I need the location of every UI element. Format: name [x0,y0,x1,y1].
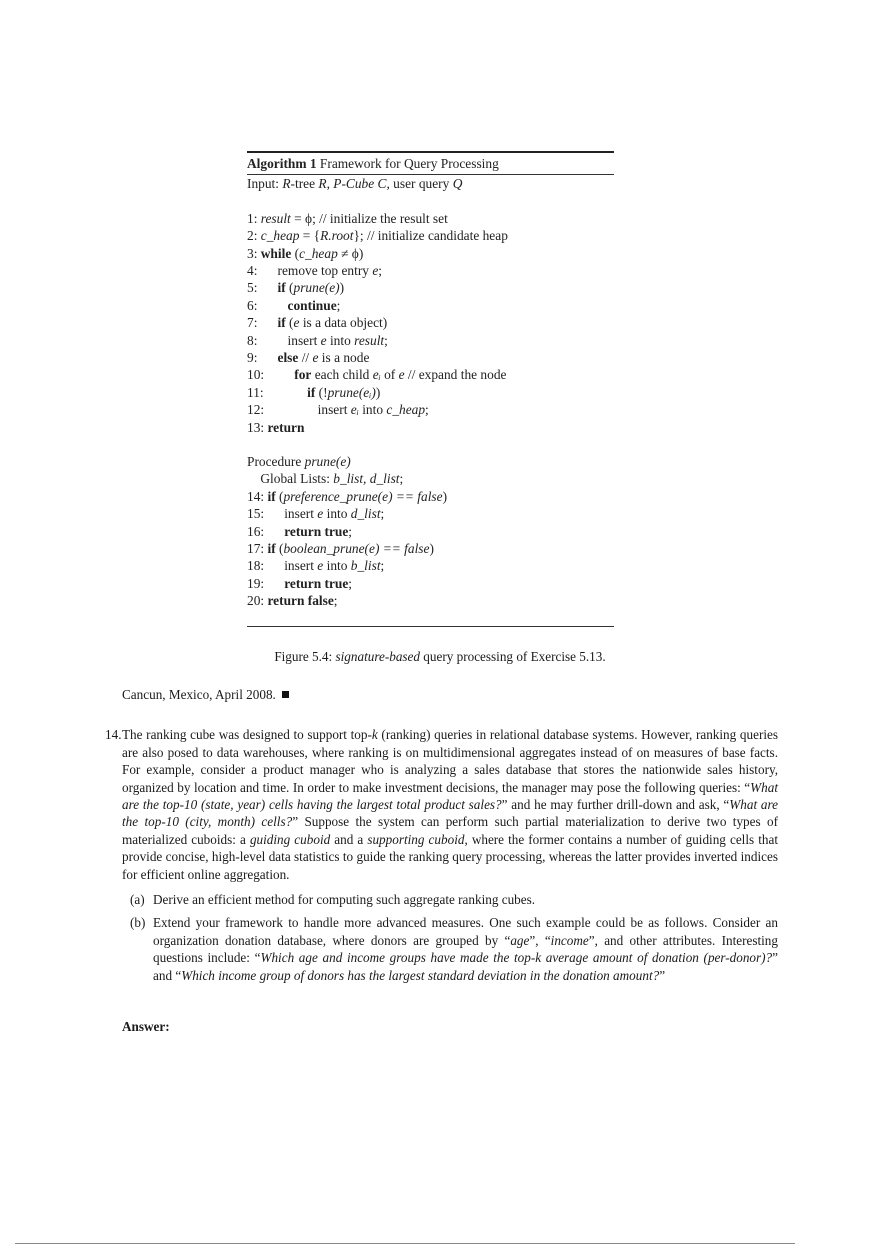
text-run: into [323,558,351,574]
text-run: What are the top-10 (city, month) cells? [122,797,778,830]
text-run: ; [336,297,341,313]
text-run: Global Lists: [247,471,334,487]
text-run: result [260,210,291,226]
text-run: 7: [247,315,278,331]
text-run: is a data object) [299,315,388,331]
text-run: ) [339,280,345,296]
algorithm-line [247,349,614,366]
text-run: k [371,727,378,743]
body-text [105,686,779,1036]
text-run: ; [399,471,404,487]
text-run: d_list [350,506,381,522]
algorithm-lines [247,210,614,436]
text-run: return [267,419,305,435]
text-run: 12: insert [247,402,351,418]
text-run: What are the top-10 (state, year) cells having the largest total product sales? [122,779,778,813]
text-run: result [354,332,385,348]
figure-caption [0,649,880,665]
text-run: if [267,541,276,557]
text-run: , where the former contains a number of guiding cells that provide concise, high-level data statistics to guide the ranking query processing, whereas the latter provides inverted indices for efficient online aggregation. [122,831,778,882]
text-run: preference_prune(e) == false [283,488,443,504]
text-run: The ranking cube was designed to support top- [122,727,372,743]
algorithm-line [247,384,614,401]
algorithm-line [247,557,614,574]
algorithm-line [247,592,614,609]
text-run: e [398,367,405,383]
exercise-number: 14. [105,727,122,743]
algorithm-box [247,151,614,627]
algorithm-line [247,245,614,262]
text-run: 17: [247,541,268,557]
text-run: into [326,332,355,348]
text-run: e [293,315,300,331]
text-run: , [326,176,334,192]
text-run: if [277,280,286,296]
text-run: P-Cube C [333,176,387,192]
algorithm-line [247,470,614,487]
text-run: ) [442,488,448,504]
algorithm-line [247,210,614,227]
cancun-line [122,686,778,703]
cancun-text: Cancun, Mexico, April 2008. [122,687,276,702]
subquestion-label: (b) [130,915,146,931]
algorithm-line [247,297,614,314]
text-run: }; // initialize candidate heap [353,228,508,244]
text-run: Procedure [247,453,305,469]
text-run: ( [275,488,284,504]
text-run: Which income group of donors has the largest standard deviation in the donation amount? [181,967,660,983]
text-run: e [320,332,327,348]
text-run: eᵢ [350,402,359,418]
text-run: 14: [247,488,268,504]
text-run: c_heap [386,402,426,418]
algorithm-line [247,505,614,522]
text-run: boolean_prune(e) == false [283,541,430,557]
text-run: ; [425,402,429,418]
text-run: else [277,349,299,365]
exercise-text [122,726,778,883]
text-run: ( [291,245,300,261]
text-run: c_heap [260,228,300,244]
text-run: 3: [247,245,261,261]
text-run: c_heap [299,245,338,261]
text-run: ; [380,506,385,522]
answer-label: Answer: [122,1019,170,1035]
text-run: ; [333,593,338,609]
algorithm-label: Algorithm 1 [247,156,317,171]
text-run: prune(e) [293,280,340,296]
text-run: e [312,349,319,365]
subquestion-a [122,891,778,908]
algorithm-line [247,401,614,418]
text-run: query processing of Exercise 5.13. [420,649,606,664]
algorithm-line [247,332,614,349]
subquestion-label: (a) [130,892,145,908]
text-run: supporting cuboid [367,831,465,847]
bottom-rule [247,626,614,628]
text-run: 13: [247,419,268,435]
text-run: b_list [350,558,381,574]
text-run: of [380,367,399,383]
text-run: 2: [247,228,261,244]
text-run: signature-based [335,649,420,664]
text-run: into [323,506,351,522]
text-run: 18: insert [247,558,318,574]
text-run: = ϕ; // initialize the result set [290,210,448,226]
algorithm-line [247,314,614,331]
text-run: ; [348,575,353,591]
text-run: Which age and income groups have made the top-k average amount of donation (per-donor)? [260,950,773,966]
text-run: 16: [247,523,285,539]
text-run: ) [375,384,381,400]
text-run: , user query [386,176,453,192]
text-run: for [294,367,312,383]
text-run: 6: [247,297,288,313]
text-run: Input: [247,176,283,192]
text-run: 15: insert [247,506,318,522]
algorithm-line [247,523,614,540]
text-run: 5: [247,280,278,296]
text-run: ≠ ϕ) [337,245,364,261]
text-run: = { [299,228,321,244]
algorithm-line [247,575,614,592]
text-run: income [550,932,589,948]
algorithm-input [247,175,614,192]
text-run: Derive an efficient method for computing such aggregate ranking cubes. [153,892,536,908]
text-run: ( [285,315,294,331]
text-run: continue [287,297,337,313]
text-run: age [510,932,530,948]
text-run: ” Suppose the system can perform such partial materialization to derive two types of materialized cuboids: a [122,814,779,847]
text-run: if [277,315,286,331]
text-run: ” [659,967,666,983]
subquestion-text [153,891,778,908]
text-run: 20: [247,593,268,609]
text-run: guiding cuboid [249,831,331,847]
text-run: eᵢ [372,367,381,383]
text-run: ( [285,280,294,296]
text-run: if [267,488,276,504]
algorithm-title-text: Framework for Query Processing [316,156,499,171]
exercise-14 [105,726,779,984]
text-run: and a [330,831,368,847]
algorithm-line [247,227,614,244]
text-run: prune(e) [304,453,351,469]
text-run: into [358,402,387,418]
algorithm-line [247,262,614,279]
text-run: prune(eᵢ) [327,384,376,400]
subquestion-b [122,914,778,984]
text-run: e [317,506,324,522]
algorithm-line [247,419,614,436]
text-run: return false [267,593,334,609]
algorithm-line [247,488,614,505]
text-run: ; [384,332,388,348]
text-run: 9: [247,349,278,365]
algorithm-line [247,279,614,296]
text-run: ( [275,541,284,557]
text-run: e [317,558,324,574]
text-run: ; [348,523,353,539]
text-run: while [260,245,292,261]
text-run: -tree [290,176,319,192]
text-run: ”, “ [529,932,551,948]
algorithm-line [247,540,614,557]
text-run: 11: [247,384,308,400]
footer-rule [15,1243,795,1244]
text-run: // expand the node [404,367,507,383]
text-run: (! [315,384,328,400]
text-run: R [318,176,327,192]
text-run: 10: [247,367,295,383]
algorithm-line [247,453,614,470]
text-run: is a node [318,349,370,365]
text-run: R.root [320,228,354,244]
subquestion-text [153,914,778,984]
text-run: Figure 5.4: [274,649,336,664]
text-run: R [282,176,291,192]
text-run: Extend your framework to handle more advanced measures. One such example could be as follows. Consider an organization donation database, where donors are grouped by “ [153,915,778,948]
text-run: 19: [247,575,285,591]
text-run: ; [378,262,383,278]
text-run: 8: insert [247,332,321,348]
text-run: (ranking) queries in relational database systems. However, ranking queries are also posed to data warehouses, where ranking is on multidimensional aggregates instead of on measures of base facts. For example, consider a product manager who is analyzing a sales database that stores the nationwide sales history, organized by location and time. In order to make investment decisions, the manager may pose the following queries: “ [122,727,778,795]
text-run: Q [452,176,463,192]
text-run: ) [429,541,434,557]
text-run: if [307,384,316,400]
algorithm-title [247,153,614,174]
text-run: b_list, d_list [333,471,400,487]
text-run: e [372,262,379,278]
text-run: ” and he may further drill-down and ask, “ [501,797,730,813]
text-run: ; [380,558,385,574]
text-run: ” and “ [153,950,779,983]
qed-square-icon [282,691,289,698]
text-run: 4: remove top entry [247,262,373,278]
text-run: each child [311,367,373,383]
text-run: 1: [247,210,261,226]
text-run: return true [284,575,349,591]
text-run: ”, and other attributes. Interesting questions include: “ [153,932,778,966]
text-run: // [298,349,313,365]
text-run: return true [284,523,349,539]
algorithm-line [247,366,614,383]
procedure-lines [247,453,614,610]
